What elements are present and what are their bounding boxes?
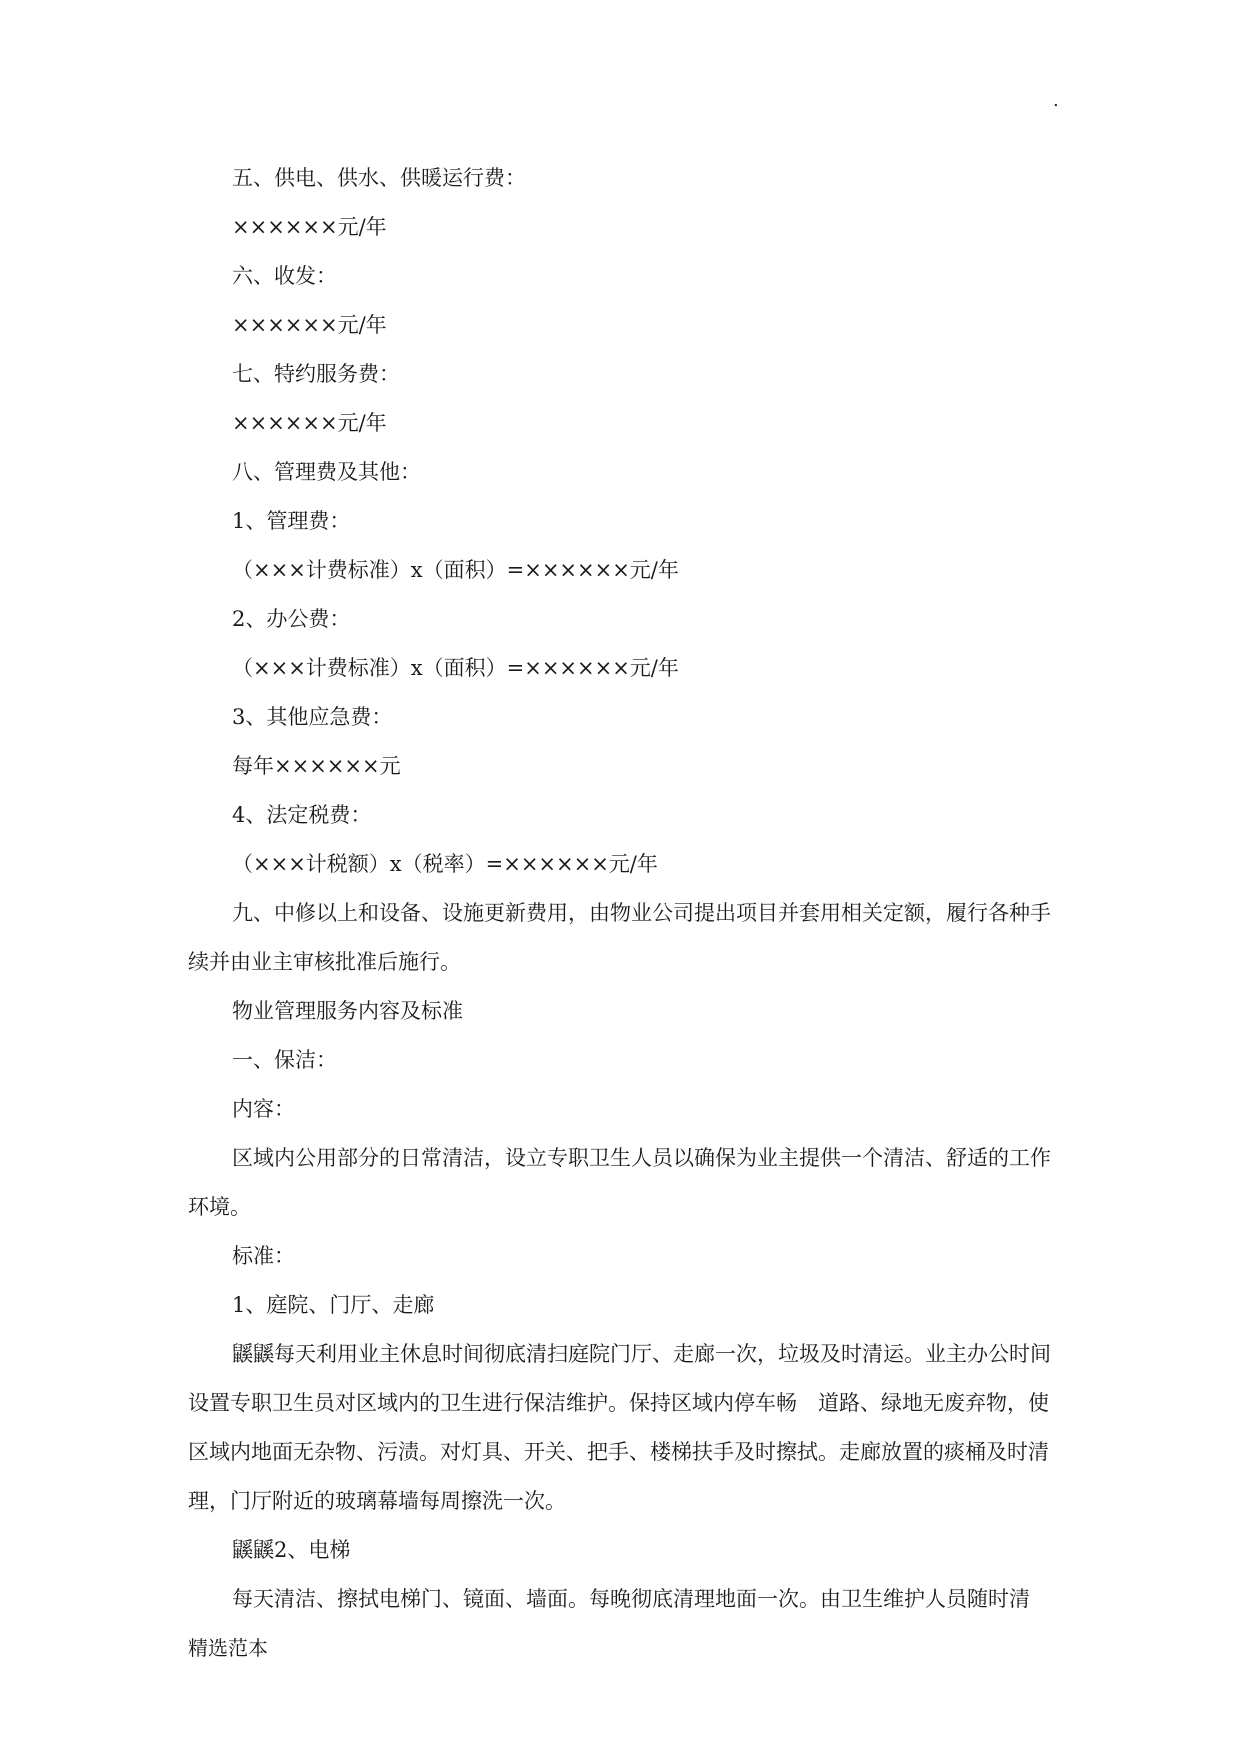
paragraph: 4、法定税费： (232, 803, 372, 827)
paragraph: 每天清洁、擦拭电梯门、镜面、墙面。每晚彻底清理地面一次。由卫生维护人员随时清 (232, 1587, 1030, 1611)
paragraph: 五、供电、供水、供暖运行费： (232, 166, 526, 190)
paragraph: 六、收发： (232, 264, 337, 288)
paragraph: 2、办公费： (232, 607, 351, 631)
paragraph: 1、管理费： (232, 509, 351, 533)
paragraph: ××××××元/年 (232, 411, 387, 435)
paragraph: 八、管理费及其他： (232, 460, 421, 484)
paragraph: 3、其他应急费： (232, 705, 393, 729)
paragraph: （×××计费标准）x（面积）=××××××元/年 (232, 558, 679, 582)
paragraph: 七、特约服务费： (232, 362, 400, 386)
paragraph: 标准： (232, 1244, 295, 1268)
paragraph: （×××计费标准）x（面积）=××××××元/年 (232, 656, 679, 680)
paragraph: 区域内公用部分的日常清洁，设立专职卫生人员以确保为业主提供一个清洁、舒适的工作环境。 (188, 1146, 1051, 1219)
paragraph: ××××××元/年 (232, 215, 387, 239)
paragraph: ××××××元/年 (232, 313, 387, 337)
paragraph: 每年××××××元 (232, 754, 401, 778)
paragraph: 一、保洁： (232, 1048, 337, 1072)
paragraph: 内容： (232, 1097, 295, 1121)
paragraph: 鼷鼷2、电梯 (232, 1538, 351, 1562)
paragraph: 九、中修以上和设备、设施更新费用，由物业公司提出项目并套用相关定额，履行各种手续并由业主审核批准后施行。 (188, 901, 1051, 974)
section-heading: 物业管理服务内容及标准 (232, 999, 463, 1023)
header-mark: . (1053, 90, 1059, 111)
paragraph: 鼷鼷每天利用业主休息时间彻底清扫庭院门厅、走廊一次，垃圾及时清运。业主办公时间设置专职卫生员对区域内的卫生进行保洁维护。保持区域内停车畅 道路、绿地无废弃物，使区域内地面无杂物、污渍。对灯具、开关、把手、楼梯扶手及时擦拭。走廊放置的痰桶及时清理，门厅附近的玻璃幕墙每周擦洗一次。 (188, 1342, 1051, 1513)
page-footer: 精选范本 (188, 1636, 268, 1660)
paragraph: 1、庭院、门厅、走廊 (232, 1293, 435, 1317)
document-body (188, 154, 1058, 1624)
paragraph: （×××计税额）x（税率）=××××××元/年 (232, 852, 658, 876)
